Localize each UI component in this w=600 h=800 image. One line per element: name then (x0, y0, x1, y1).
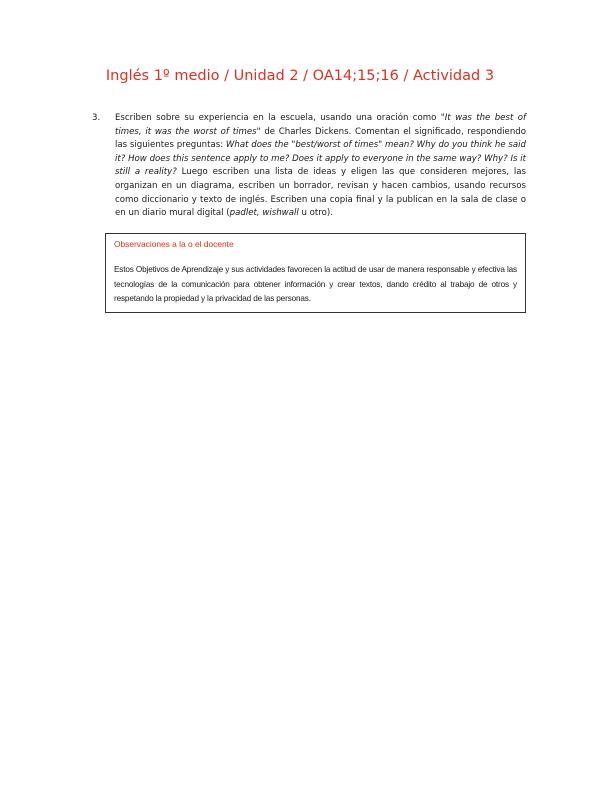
activity-text-part: Luego escriben una lista de ideas y eligen las que consideren mejores, las organizan en un diagrama, escriben un borrador, revisan y hacen cambios, usando recursos como diccionario y texto de inglés. Escriben una copia final y la publican en la sala de clase o en un diario mural digital ( (115, 167, 527, 219)
observations-text: Estos Objetivos de Aprendizaje y sus actividades favorecen la actitud de usar de manera responsable y efectiva las tecnologías de la comunicación para obtener información y crear textos, dando crédito al trabajo de otros y respetando la propiedad y la privacidad de las personas. (114, 265, 517, 304)
activity-text-part: u otro). (298, 208, 333, 219)
dickens-quote: It was the best of times, it was the worst of times (115, 113, 526, 137)
activity-text-part: Escriben sobre su experiencia en la escuela, usando una oración como " (115, 113, 445, 123)
guiding-questions: What does the "best/worst of times" mean? Why do you think he said it? How does this sentence apply to me? Does it apply to everyone in the same way? Why? Is it still a reality? (115, 140, 526, 178)
activity-item (92, 112, 526, 221)
observations-title: Observaciones a la o el docente (114, 239, 234, 249)
activity-text-part: " de Charles Dickens. Comentan el significado, respondiendo las siguientes preguntas: (115, 126, 526, 151)
platform-examples: padlet, wishwall (229, 208, 299, 219)
teacher-observations-box (105, 233, 526, 313)
activity-number: 3. (92, 113, 101, 123)
page-title: Inglés 1º medio / Unidad 2 / OA14;15;16 / Actividad 3 (105, 68, 495, 84)
activity-text (115, 112, 526, 221)
